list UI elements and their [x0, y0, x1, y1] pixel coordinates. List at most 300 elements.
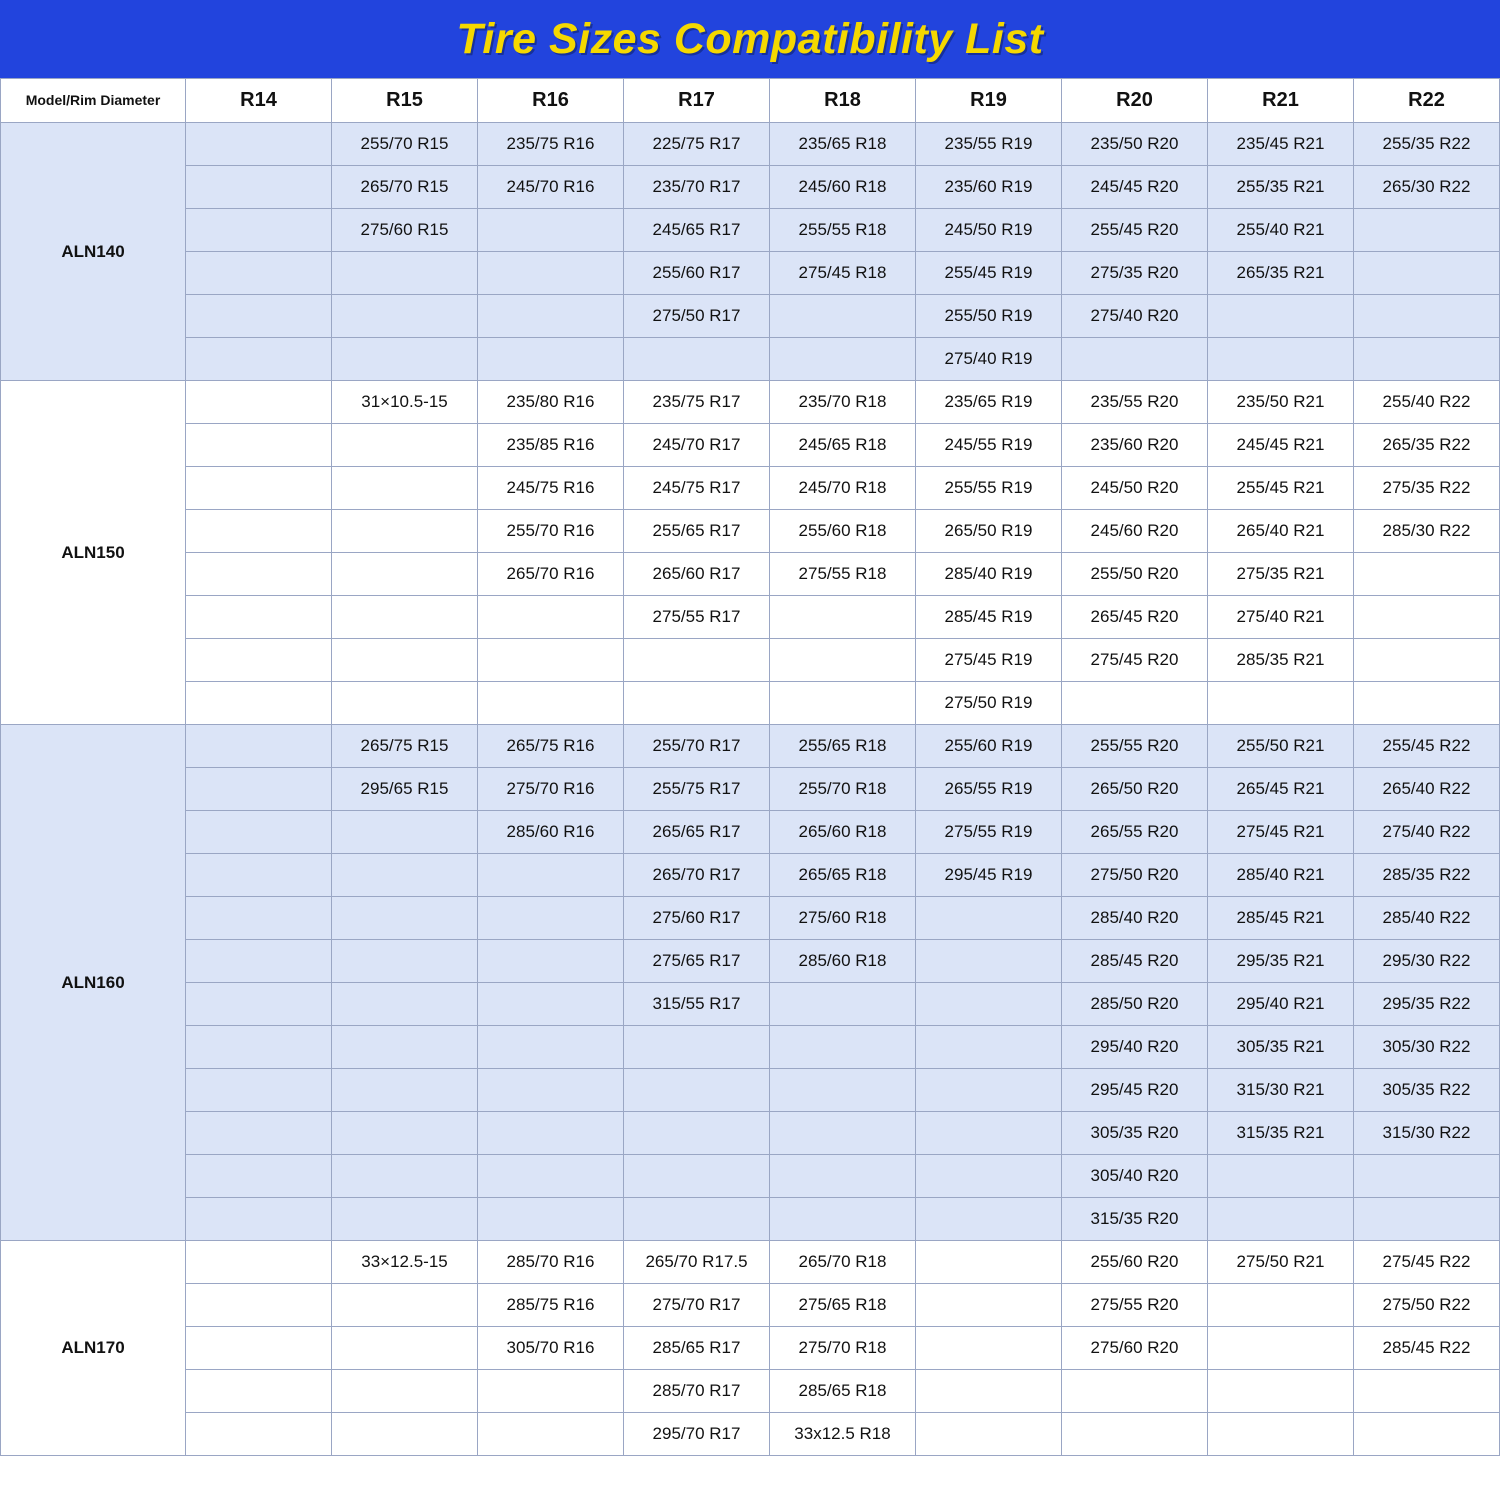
empty-cell — [332, 1026, 478, 1069]
tire-size-cell: 255/50 R21 — [1208, 725, 1354, 768]
empty-cell — [332, 639, 478, 682]
empty-cell — [186, 424, 332, 467]
tire-size-cell: 315/55 R17 — [624, 983, 770, 1026]
tire-size-cell: 275/35 R20 — [1062, 252, 1208, 295]
tire-size-cell: 275/60 R17 — [624, 897, 770, 940]
tire-size-cell: 245/65 R18 — [770, 424, 916, 467]
tire-size-cell: 295/35 R22 — [1354, 983, 1500, 1026]
empty-cell — [1208, 295, 1354, 338]
tire-size-cell: 305/35 R20 — [1062, 1112, 1208, 1155]
table-row — [1, 1026, 1500, 1069]
column-header-r21: R21 — [1208, 79, 1354, 123]
empty-cell — [1354, 252, 1500, 295]
tire-size-cell: 275/55 R18 — [770, 553, 916, 596]
empty-cell — [1354, 682, 1500, 725]
tire-size-cell: 295/65 R15 — [332, 768, 478, 811]
tire-size-cell: 235/65 R19 — [916, 381, 1062, 424]
tire-size-cell: 255/70 R15 — [332, 123, 478, 166]
empty-cell — [332, 1069, 478, 1112]
tire-size-cell: 265/70 R15 — [332, 166, 478, 209]
table-header-row — [1, 79, 1500, 123]
tire-size-cell: 265/55 R20 — [1062, 811, 1208, 854]
table-row — [1, 1370, 1500, 1413]
tire-size-cell: 275/45 R21 — [1208, 811, 1354, 854]
tire-size-cell: 285/35 R22 — [1354, 854, 1500, 897]
empty-cell — [332, 1413, 478, 1456]
tire-size-cell: 255/45 R22 — [1354, 725, 1500, 768]
empty-cell — [1208, 1198, 1354, 1241]
tire-size-cell: 295/40 R20 — [1062, 1026, 1208, 1069]
tire-size-cell: 275/35 R22 — [1354, 467, 1500, 510]
empty-cell — [332, 897, 478, 940]
empty-cell — [770, 1069, 916, 1112]
tire-size-cell: 315/35 R21 — [1208, 1112, 1354, 1155]
empty-cell — [478, 1112, 624, 1155]
tire-size-cell: 245/70 R16 — [478, 166, 624, 209]
table-row — [1, 1155, 1500, 1198]
empty-cell — [186, 1112, 332, 1155]
empty-cell — [478, 252, 624, 295]
empty-cell — [332, 252, 478, 295]
tire-size-cell: 295/70 R17 — [624, 1413, 770, 1456]
empty-cell — [332, 940, 478, 983]
empty-cell — [478, 1413, 624, 1456]
empty-cell — [332, 1284, 478, 1327]
table-row — [1, 1284, 1500, 1327]
tire-size-cell: 275/60 R15 — [332, 209, 478, 252]
tire-size-cell: 255/45 R20 — [1062, 209, 1208, 252]
tire-size-cell: 245/55 R19 — [916, 424, 1062, 467]
empty-cell — [1354, 295, 1500, 338]
empty-cell — [186, 811, 332, 854]
empty-cell — [186, 725, 332, 768]
tire-size-cell: 33x12.5 R18 — [770, 1413, 916, 1456]
tire-size-cell: 305/40 R20 — [1062, 1155, 1208, 1198]
tire-size-cell: 245/70 R17 — [624, 424, 770, 467]
tire-size-cell: 275/50 R17 — [624, 295, 770, 338]
table-row — [1, 553, 1500, 596]
tire-size-cell: 285/65 R18 — [770, 1370, 916, 1413]
tire-size-cell: 265/45 R21 — [1208, 768, 1354, 811]
tire-size-cell: 235/80 R16 — [478, 381, 624, 424]
tire-size-cell: 265/75 R16 — [478, 725, 624, 768]
tire-size-cell: 235/65 R18 — [770, 123, 916, 166]
tire-size-cell: 265/60 R17 — [624, 553, 770, 596]
empty-cell — [186, 553, 332, 596]
empty-cell — [916, 1069, 1062, 1112]
empty-cell — [624, 1112, 770, 1155]
empty-cell — [478, 596, 624, 639]
empty-cell — [916, 1370, 1062, 1413]
empty-cell — [478, 1198, 624, 1241]
tire-size-cell: 275/70 R17 — [624, 1284, 770, 1327]
tire-size-cell: 265/60 R18 — [770, 811, 916, 854]
empty-cell — [478, 209, 624, 252]
empty-cell — [624, 338, 770, 381]
empty-cell — [186, 682, 332, 725]
table-row — [1, 639, 1500, 682]
tire-size-cell: 285/45 R19 — [916, 596, 1062, 639]
empty-cell — [478, 295, 624, 338]
tire-size-cell: 275/65 R18 — [770, 1284, 916, 1327]
tire-size-cell: 275/45 R20 — [1062, 639, 1208, 682]
table-row — [1, 1198, 1500, 1241]
empty-cell — [916, 1026, 1062, 1069]
empty-cell — [916, 897, 1062, 940]
column-header-r20: R20 — [1062, 79, 1208, 123]
empty-cell — [624, 1198, 770, 1241]
empty-cell — [186, 295, 332, 338]
empty-cell — [186, 123, 332, 166]
table-row — [1, 123, 1500, 166]
tire-size-cell: 285/40 R22 — [1354, 897, 1500, 940]
empty-cell — [186, 768, 332, 811]
tire-size-cell: 305/35 R22 — [1354, 1069, 1500, 1112]
tire-size-cell: 285/70 R16 — [478, 1241, 624, 1284]
tire-size-cell: 295/40 R21 — [1208, 983, 1354, 1026]
empty-cell — [916, 1284, 1062, 1327]
tire-size-cell: 255/65 R17 — [624, 510, 770, 553]
empty-cell — [1062, 1413, 1208, 1456]
table-row — [1, 381, 1500, 424]
empty-cell — [186, 1198, 332, 1241]
tire-size-cell: 285/30 R22 — [1354, 510, 1500, 553]
table-row — [1, 811, 1500, 854]
empty-cell — [1208, 1413, 1354, 1456]
empty-cell — [624, 1069, 770, 1112]
tire-size-cell: 235/50 R20 — [1062, 123, 1208, 166]
table-row — [1, 166, 1500, 209]
empty-cell — [624, 682, 770, 725]
page-title: Tire Sizes Compatibility List — [456, 14, 1044, 63]
tire-size-cell: 245/45 R20 — [1062, 166, 1208, 209]
empty-cell — [770, 295, 916, 338]
tire-size-cell: 235/55 R20 — [1062, 381, 1208, 424]
tire-size-cell: 265/40 R22 — [1354, 768, 1500, 811]
empty-cell — [916, 1198, 1062, 1241]
column-header-r17: R17 — [624, 79, 770, 123]
tire-size-cell: 275/70 R18 — [770, 1327, 916, 1370]
tire-size-cell: 235/70 R17 — [624, 166, 770, 209]
empty-cell — [186, 1327, 332, 1370]
corner-header: Model/Rim Diameter — [1, 79, 186, 123]
tire-size-cell: 235/60 R20 — [1062, 424, 1208, 467]
column-header-r16: R16 — [478, 79, 624, 123]
empty-cell — [770, 639, 916, 682]
empty-cell — [186, 209, 332, 252]
empty-cell — [332, 596, 478, 639]
empty-cell — [332, 1370, 478, 1413]
empty-cell — [332, 553, 478, 596]
tire-size-cell: 275/60 R18 — [770, 897, 916, 940]
empty-cell — [916, 1112, 1062, 1155]
table-row — [1, 897, 1500, 940]
tire-size-cell: 285/40 R21 — [1208, 854, 1354, 897]
tire-size-cell: 265/40 R21 — [1208, 510, 1354, 553]
tire-size-cell: 295/45 R19 — [916, 854, 1062, 897]
empty-cell — [332, 682, 478, 725]
tire-size-cell: 265/70 R17.5 — [624, 1241, 770, 1284]
empty-cell — [478, 1370, 624, 1413]
empty-cell — [1354, 1198, 1500, 1241]
empty-cell — [1354, 553, 1500, 596]
empty-cell — [186, 1241, 332, 1284]
tire-size-cell: 275/65 R17 — [624, 940, 770, 983]
empty-cell — [478, 1069, 624, 1112]
empty-cell — [624, 639, 770, 682]
empty-cell — [186, 1284, 332, 1327]
empty-cell — [1062, 682, 1208, 725]
empty-cell — [186, 1026, 332, 1069]
tire-size-cell: 255/55 R19 — [916, 467, 1062, 510]
tire-size-cell: 275/55 R17 — [624, 596, 770, 639]
empty-cell — [478, 983, 624, 1026]
empty-cell — [770, 596, 916, 639]
model-label: ALN140 — [1, 123, 186, 381]
tire-size-cell: 265/50 R19 — [916, 510, 1062, 553]
column-header-r18: R18 — [770, 79, 916, 123]
tire-size-cell: 285/35 R21 — [1208, 639, 1354, 682]
empty-cell — [186, 596, 332, 639]
page-banner — [0, 0, 1500, 78]
tire-size-cell: 275/45 R22 — [1354, 1241, 1500, 1284]
column-header-r15: R15 — [332, 79, 478, 123]
tire-size-cell: 285/60 R16 — [478, 811, 624, 854]
tire-size-cell: 265/30 R22 — [1354, 166, 1500, 209]
tire-size-cell: 275/60 R20 — [1062, 1327, 1208, 1370]
tire-size-cell: 255/55 R18 — [770, 209, 916, 252]
table-row — [1, 854, 1500, 897]
empty-cell — [332, 983, 478, 1026]
model-label: ALN170 — [1, 1241, 186, 1456]
tire-size-cell: 275/55 R20 — [1062, 1284, 1208, 1327]
tire-size-cell: 275/40 R22 — [1354, 811, 1500, 854]
tire-size-cell: 275/40 R21 — [1208, 596, 1354, 639]
tire-size-cell: 255/50 R19 — [916, 295, 1062, 338]
empty-cell — [1208, 1284, 1354, 1327]
tire-size-cell: 285/40 R20 — [1062, 897, 1208, 940]
empty-cell — [770, 1155, 916, 1198]
tire-size-cell: 265/65 R18 — [770, 854, 916, 897]
tire-size-cell: 235/70 R18 — [770, 381, 916, 424]
empty-cell — [1208, 1327, 1354, 1370]
tire-size-cell: 245/70 R18 — [770, 467, 916, 510]
table-row — [1, 338, 1500, 381]
empty-cell — [1208, 1155, 1354, 1198]
empty-cell — [624, 1155, 770, 1198]
empty-cell — [916, 1327, 1062, 1370]
tire-size-cell: 255/35 R21 — [1208, 166, 1354, 209]
tire-size-cell: 33×12.5-15 — [332, 1241, 478, 1284]
empty-cell — [1354, 639, 1500, 682]
empty-cell — [478, 338, 624, 381]
tire-size-cell: 275/50 R20 — [1062, 854, 1208, 897]
empty-cell — [1062, 338, 1208, 381]
tire-size-cell: 265/45 R20 — [1062, 596, 1208, 639]
tire-size-cell: 315/30 R21 — [1208, 1069, 1354, 1112]
tire-size-cell: 235/75 R17 — [624, 381, 770, 424]
tire-size-cell: 285/70 R17 — [624, 1370, 770, 1413]
tire-size-cell: 275/70 R16 — [478, 768, 624, 811]
empty-cell — [478, 940, 624, 983]
empty-cell — [332, 295, 478, 338]
table-row — [1, 209, 1500, 252]
empty-cell — [332, 338, 478, 381]
empty-cell — [478, 897, 624, 940]
empty-cell — [186, 338, 332, 381]
table-row — [1, 424, 1500, 467]
table-row — [1, 252, 1500, 295]
column-header-r19: R19 — [916, 79, 1062, 123]
tire-size-cell: 255/40 R21 — [1208, 209, 1354, 252]
tire-size-cell: 295/30 R22 — [1354, 940, 1500, 983]
empty-cell — [186, 854, 332, 897]
tire-size-cell: 225/75 R17 — [624, 123, 770, 166]
empty-cell — [916, 1155, 1062, 1198]
empty-cell — [186, 639, 332, 682]
table-row — [1, 1241, 1500, 1284]
tire-size-cell: 285/45 R20 — [1062, 940, 1208, 983]
tire-size-cell: 235/50 R21 — [1208, 381, 1354, 424]
empty-cell — [770, 1198, 916, 1241]
tire-size-cell: 285/40 R19 — [916, 553, 1062, 596]
tire-size-cell: 255/35 R22 — [1354, 123, 1500, 166]
empty-cell — [332, 1327, 478, 1370]
model-label: ALN150 — [1, 381, 186, 725]
empty-cell — [332, 1198, 478, 1241]
tire-size-cell: 265/70 R17 — [624, 854, 770, 897]
tire-size-cell: 245/50 R19 — [916, 209, 1062, 252]
tire-size-cell: 295/35 R21 — [1208, 940, 1354, 983]
empty-cell — [186, 1069, 332, 1112]
tire-size-cell: 245/60 R20 — [1062, 510, 1208, 553]
empty-cell — [1354, 1155, 1500, 1198]
empty-cell — [916, 1413, 1062, 1456]
empty-cell — [770, 682, 916, 725]
empty-cell — [186, 467, 332, 510]
table-row — [1, 596, 1500, 639]
tire-size-cell: 255/45 R21 — [1208, 467, 1354, 510]
tire-size-cell: 245/50 R20 — [1062, 467, 1208, 510]
empty-cell — [1354, 338, 1500, 381]
tire-size-cell: 255/70 R18 — [770, 768, 916, 811]
tire-size-cell: 285/45 R22 — [1354, 1327, 1500, 1370]
tire-size-cell: 275/50 R19 — [916, 682, 1062, 725]
tire-size-cell: 295/45 R20 — [1062, 1069, 1208, 1112]
tire-size-cell: 285/65 R17 — [624, 1327, 770, 1370]
model-label: ALN160 — [1, 725, 186, 1241]
table-row — [1, 983, 1500, 1026]
tire-size-cell: 275/55 R19 — [916, 811, 1062, 854]
empty-cell — [1208, 1370, 1354, 1413]
empty-cell — [478, 854, 624, 897]
tire-size-cell: 235/85 R16 — [478, 424, 624, 467]
empty-cell — [332, 854, 478, 897]
tire-size-cell: 255/60 R20 — [1062, 1241, 1208, 1284]
tire-size-cell: 275/35 R21 — [1208, 553, 1354, 596]
tire-size-cell: 245/45 R21 — [1208, 424, 1354, 467]
empty-cell — [916, 1241, 1062, 1284]
empty-cell — [186, 1370, 332, 1413]
empty-cell — [186, 1413, 332, 1456]
tire-size-cell: 255/60 R19 — [916, 725, 1062, 768]
tire-size-cell: 265/55 R19 — [916, 768, 1062, 811]
table-row — [1, 510, 1500, 553]
tire-size-cell: 265/35 R21 — [1208, 252, 1354, 295]
table-row — [1, 940, 1500, 983]
tire-size-cell: 275/45 R18 — [770, 252, 916, 295]
tire-size-cell: 275/45 R19 — [916, 639, 1062, 682]
tire-size-cell: 255/40 R22 — [1354, 381, 1500, 424]
empty-cell — [186, 510, 332, 553]
tire-size-cell: 235/75 R16 — [478, 123, 624, 166]
empty-cell — [478, 1155, 624, 1198]
empty-cell — [332, 510, 478, 553]
tire-size-cell: 235/60 R19 — [916, 166, 1062, 209]
tire-size-cell: 245/75 R16 — [478, 467, 624, 510]
column-header-r14: R14 — [186, 79, 332, 123]
tire-size-cell: 275/50 R22 — [1354, 1284, 1500, 1327]
empty-cell — [186, 940, 332, 983]
empty-cell — [770, 1026, 916, 1069]
empty-cell — [1208, 682, 1354, 725]
empty-cell — [916, 983, 1062, 1026]
empty-cell — [1354, 596, 1500, 639]
tire-size-cell: 285/75 R16 — [478, 1284, 624, 1327]
empty-cell — [186, 166, 332, 209]
empty-cell — [916, 940, 1062, 983]
table-row — [1, 467, 1500, 510]
tire-size-cell: 255/60 R17 — [624, 252, 770, 295]
tire-size-cell: 255/45 R19 — [916, 252, 1062, 295]
table-row — [1, 1327, 1500, 1370]
tire-size-cell: 235/55 R19 — [916, 123, 1062, 166]
tire-size-cell: 275/40 R20 — [1062, 295, 1208, 338]
empty-cell — [186, 897, 332, 940]
empty-cell — [1354, 1413, 1500, 1456]
empty-cell — [770, 338, 916, 381]
table-header — [1, 79, 1500, 123]
empty-cell — [770, 983, 916, 1026]
empty-cell — [332, 467, 478, 510]
empty-cell — [186, 381, 332, 424]
tire-size-cell: 245/75 R17 — [624, 467, 770, 510]
empty-cell — [186, 983, 332, 1026]
tire-size-cell: 315/30 R22 — [1354, 1112, 1500, 1155]
tire-size-cell: 245/60 R18 — [770, 166, 916, 209]
tire-size-cell: 285/45 R21 — [1208, 897, 1354, 940]
tire-size-cell: 245/65 R17 — [624, 209, 770, 252]
tire-size-cell: 265/70 R18 — [770, 1241, 916, 1284]
tire-size-cell: 315/35 R20 — [1062, 1198, 1208, 1241]
tire-size-cell: 255/55 R20 — [1062, 725, 1208, 768]
table-row — [1, 725, 1500, 768]
empty-cell — [186, 252, 332, 295]
tire-size-cell: 265/65 R17 — [624, 811, 770, 854]
tire-size-cell: 265/75 R15 — [332, 725, 478, 768]
tire-size-cell: 285/60 R18 — [770, 940, 916, 983]
tire-size-cell: 255/75 R17 — [624, 768, 770, 811]
tire-size-cell: 31×10.5-15 — [332, 381, 478, 424]
column-header-r22: R22 — [1354, 79, 1500, 123]
empty-cell — [186, 1155, 332, 1198]
empty-cell — [478, 682, 624, 725]
empty-cell — [332, 424, 478, 467]
tire-size-cell: 255/50 R20 — [1062, 553, 1208, 596]
empty-cell — [478, 639, 624, 682]
table-row — [1, 1069, 1500, 1112]
tire-size-cell: 265/50 R20 — [1062, 768, 1208, 811]
